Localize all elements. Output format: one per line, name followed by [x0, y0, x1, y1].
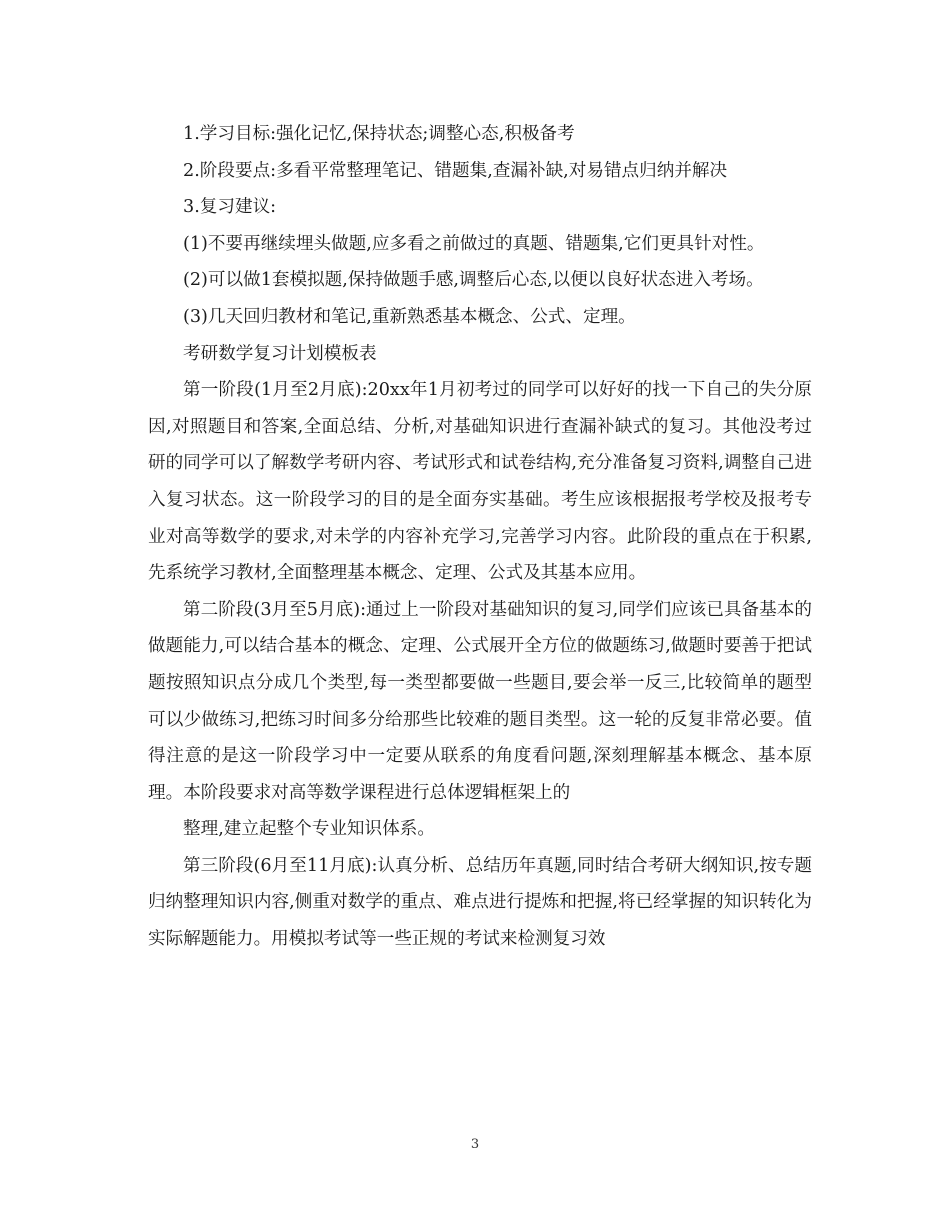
paragraph-suggestion-2: (2)可以做1套模拟题,保持做题手感,调整后心态,以便以良好状态进入考场。	[183, 270, 764, 291]
paragraph-stage-1: 第一阶段(1月至2月底):20xx年1月初考过的同学可以好好的找一下自己的失分原因,对照题目和答案,全面总结、分析,对基础知识进行查漏补缺式的复习。其他没考过研的同学可以了解数学考研内容、考试形式和试卷结构,充分准备复习资料,调整自己进入复习状态。这一阶段学习的目的是全面夯实基础。考生应该根据报考学校及报考专业对高等数学的要求,对未学的内容补充学习,完善学习内容。此阶段的重点在于积累,先系统学习教材,全面整理基本概念、定理、公式及其基本应用。	[148, 380, 812, 584]
page-number: 3	[470, 1137, 480, 1152]
document-body	[148, 116, 812, 958]
paragraph-stage-3: 第三阶段(6月至11月底):认真分析、总结历年真题,同时结合考研大纲知识,按专题归纳整理知识内容,侧重对数学的重点、难点进行提炼和把握,将已经掌握的知识转化为实际解题能力。用模拟考试等一些正规的考试来检测复习效	[148, 855, 812, 950]
section-title: 考研数学复习计划模板表	[183, 343, 377, 364]
paragraph-suggestions-heading: 3.复习建议:	[183, 197, 277, 218]
paragraph-key-points: 2.阶段要点:多看平常整理笔记、错题集,查漏补缺,对易错点归纳并解决	[183, 160, 728, 181]
paragraph-suggestion-1: (1)不要再继续埋头做题,应多看之前做过的真题、错题集,它们更具针对性。	[183, 233, 765, 254]
paragraph-goal: 1.学习目标:强化记忆,保持状态;调整心态,积极备考	[183, 124, 575, 144]
paragraph-suggestion-3: (3)几天回归教材和笔记,重新熟悉基本概念、公式、定理。	[183, 306, 636, 327]
paragraph-stage-2: 第二阶段(3月至5月底):通过上一阶段对基础知识的复习,同学们应该已具备基本的做题能力,可以结合基本的概念、定理、公式展开全方位的做题练习,做题时要善于把试题按照知识点分成几个类型,每一类型都要做一些题目,要会举一反三,比较简单的题型可以少做练习,把练习时间多分给那些比较难的题目类型。这一轮的反复非常必要。值得注意的是这一阶段学习中一定要从联系的角度看问题,深刻理解基本概念、基本原理。本阶段要求对高等数学课程进行总体逻辑框架上的	[148, 599, 812, 803]
paragraph-stage-2-continued: 整理,建立起整个专业知识体系。	[183, 819, 435, 840]
